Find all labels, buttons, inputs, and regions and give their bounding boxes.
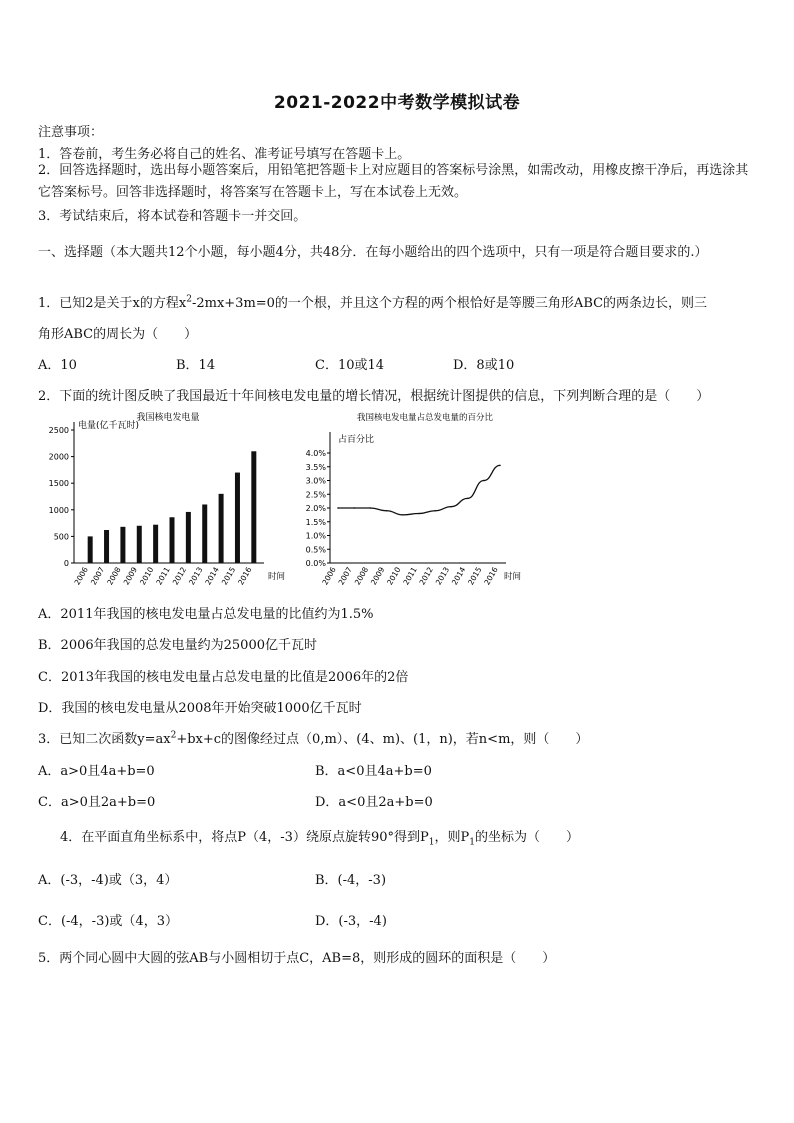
x-tick-label: 2011	[401, 565, 419, 587]
x-tick-label: 2016	[482, 565, 500, 587]
x-tick-label: 2014	[449, 565, 468, 587]
x-axis-label: 时间	[268, 572, 286, 582]
data-point	[386, 510, 388, 512]
x-tick-label: 2007	[336, 565, 354, 587]
question-4-stem: 4．在平面直角坐标系中，将点P（4，-3）绕原点旋转90°得到$P_1$，则$P_1$的坐标为（ ）	[60, 830, 579, 848]
data-point	[370, 507, 372, 509]
q2-option-d: D．我国的核电发电量从2008年开始突破1000亿千瓦时	[38, 701, 362, 716]
q3-option-a: A．a>0且4a+b=0	[38, 764, 155, 779]
y-tick-label: 1.5%	[305, 517, 326, 527]
data-point	[467, 498, 469, 500]
x-tick-label: 2016	[236, 565, 254, 587]
bar-chart-nuclear-output	[38, 408, 288, 588]
question-5-stem: 5．两个同心圆中大圆的弦AB与小圆相切于点C，AB=8，则形成的圆环的面积是（ ）	[38, 951, 556, 966]
notice-heading: 注意事项：	[38, 125, 104, 140]
bar	[219, 494, 224, 563]
y-tick-label: 2000	[48, 452, 69, 462]
bar	[137, 526, 142, 563]
q4-option-d: D．(-3，-4)	[315, 914, 387, 929]
x-tick-label: 2015	[466, 565, 484, 587]
q2-option-a: A．2011年我国的核电发电量占总发电量的比值约为1.5%	[38, 607, 374, 622]
y-tick-label: 1000	[48, 505, 69, 515]
x-axis-label: 时间	[504, 572, 522, 582]
y-tick-label: 1500	[48, 479, 69, 489]
y-tick-label: 0	[63, 559, 69, 568]
x-tick-label: 2012	[170, 565, 189, 587]
q4-option-c: C．(-4，-3)或（4，3）	[38, 914, 178, 929]
page-title: 2021-2022中考数学模拟试卷	[273, 93, 521, 113]
q3-option-b: B．a<0且4a+b=0	[315, 764, 432, 779]
bar	[170, 517, 175, 563]
chart-title: 我国核电发电量	[136, 413, 200, 423]
x-tick-label: 2011	[154, 565, 172, 587]
x-tick-label: 2015	[219, 565, 238, 587]
data-point	[451, 506, 453, 508]
y-tick-label: 2500	[48, 426, 69, 435]
x-tick-label: 2006	[320, 565, 338, 587]
q2-option-b: B．2006年我国的总发电量约为25000亿千瓦时	[38, 638, 317, 653]
question-1-stem-line2: 角形ABC的周长为（ ）	[38, 327, 198, 342]
y-axis-label: 电量(亿千瓦时)	[78, 421, 140, 431]
x-tick-label: 2013	[433, 565, 452, 587]
bar	[251, 451, 256, 563]
line-chart-nuclear-share	[300, 408, 530, 588]
notice-item-3: 3．考试结束后，将本试卷和答题卡一并交回。	[38, 209, 307, 224]
x-tick-label: 2014	[203, 565, 221, 587]
y-tick-label: 4.0%	[305, 449, 326, 458]
bar	[153, 525, 158, 563]
y-tick-label: 3.0%	[305, 476, 326, 486]
y-tick-label: 2.0%	[305, 504, 326, 513]
notice-item-1: 1．答卷前，考生务必将自己的姓名、准考证号填写在答题卡上。	[38, 147, 411, 162]
y-tick-label: 1.0%	[305, 531, 326, 541]
line-chart-svg	[300, 408, 530, 588]
bar	[202, 504, 207, 563]
bar	[235, 473, 240, 563]
series-line	[338, 465, 500, 515]
data-point	[353, 507, 355, 509]
data-point	[402, 514, 404, 516]
data-point	[499, 465, 501, 467]
q1-option-d: D．8或10	[453, 358, 515, 373]
data-point	[418, 513, 420, 515]
y-axis-label: 占百分比	[338, 435, 375, 445]
data-point	[483, 480, 485, 482]
notice-item-2: 2．回答选择题时，选出每小题答案后，用铅笔把答题卡上对应题目的答案标号涂黑，如需改动，用橡皮擦干净后，再选涂其它答案标号。回答非选择题时，将答案写在答题卡上，写在本试卷上无效。	[38, 163, 749, 200]
q1-option-b: B．14	[176, 358, 216, 373]
bar	[88, 536, 93, 563]
q1-option-c: C．10或14	[315, 358, 385, 373]
q1-option-a: A．10	[38, 358, 77, 373]
x-tick-label: 2007	[88, 565, 107, 587]
chart-title: 我国核电发电量占总发电量的百分比	[356, 413, 494, 423]
x-tick-label: 2013	[187, 565, 205, 587]
x-tick-label: 2012	[417, 565, 435, 587]
y-tick-label: 3.5%	[305, 462, 326, 472]
bar	[104, 530, 109, 563]
q4-option-b: B．(-4，-3)	[315, 873, 387, 888]
x-tick-label: 2009	[121, 565, 140, 587]
bar-chart-svg	[38, 408, 288, 588]
q3-option-d: D．a<0且2a+b=0	[315, 795, 433, 810]
data-point	[337, 507, 339, 509]
x-tick-label: 2008	[352, 565, 371, 587]
x-tick-label: 2010	[385, 565, 403, 587]
x-tick-label: 2006	[72, 565, 90, 587]
x-tick-label: 2008	[105, 565, 123, 587]
bar	[120, 527, 125, 563]
y-tick-label: 0.5%	[305, 545, 326, 555]
question-1-stem: 1．已知2是关于x的方程$x^2-2mx+3m=0$的一个根，并且这个方程的两个根恰好是等腰三角形ABC的两条边长，则三	[38, 294, 708, 311]
q4-option-a: A．(-3，-4)或（3，4）	[38, 873, 178, 888]
q3-option-c: C．a>0且2a+b=0	[38, 795, 156, 810]
x-tick-label: 2009	[368, 565, 387, 587]
y-tick-label: 0.0%	[305, 559, 326, 568]
data-point	[434, 510, 436, 512]
y-tick-label: 2.5%	[305, 490, 326, 500]
question-3-stem: 3．已知二次函数$y=ax^2+bx+c$的图像经过点（0,m）、(4、m)、(1，n)，若n<m，则（ ）	[38, 730, 589, 747]
section-heading: 一、选择题（本大题共12个小题，每小题4分，共48分．在每小题给出的四个选项中，只有一项是符合题目要求的.）	[38, 245, 708, 260]
question-2-stem: 2．下面的统计图反映了我国最近十年间核电发电量的增长情况，根据统计图提供的信息，下列判断合理的是（ ）	[38, 389, 710, 404]
y-tick-label: 500	[53, 532, 69, 542]
bar	[186, 512, 191, 563]
x-tick-label: 2010	[138, 565, 156, 587]
q2-option-c: C．2013年我国的核电发电量占总发电量的比值是2006年的2倍	[38, 670, 409, 685]
